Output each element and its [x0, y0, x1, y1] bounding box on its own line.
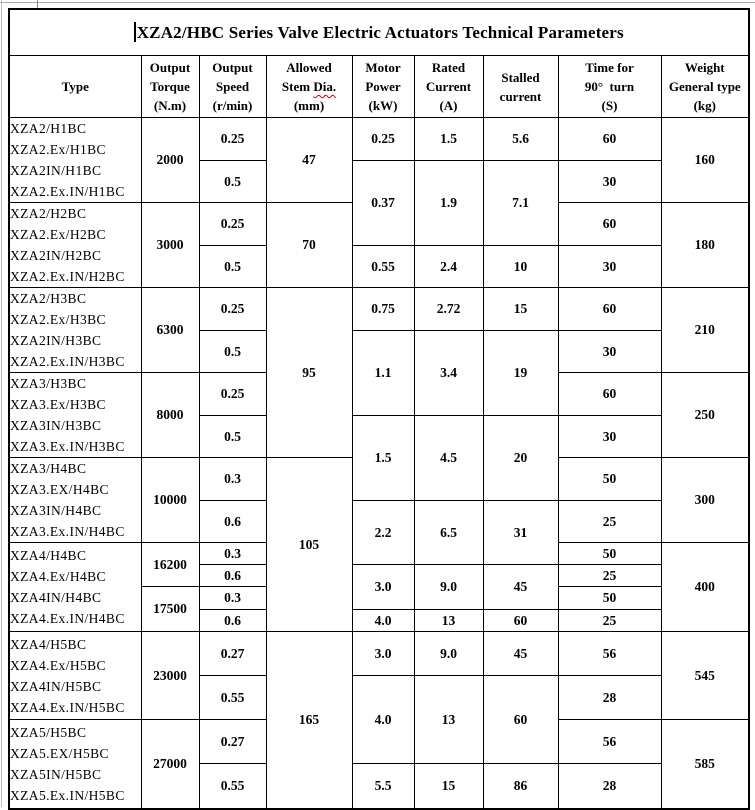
allowed-stem-dia-value: 105: [266, 458, 352, 632]
table-row: [9, 632, 749, 676]
type-name: XZA2.Ex.IN/H1BC: [10, 184, 125, 199]
stalled-current-value: 5.6: [483, 118, 558, 161]
stalled-current-value: 15: [483, 288, 558, 331]
header-line: Time for: [585, 60, 634, 75]
type-name: XZA4IN/H4BC: [10, 590, 102, 605]
type-cell: [9, 458, 141, 543]
type-name: XZA2/H3BC: [10, 291, 87, 306]
output-speed-value: 0.25: [199, 373, 266, 416]
header-line: (S): [601, 98, 618, 113]
motor-power-value: 3.0: [352, 632, 414, 676]
time-for-90-turn-value: 56: [558, 632, 661, 676]
header-line: Power: [365, 79, 401, 94]
header-row: [9, 56, 749, 118]
rated-current-value: 13: [414, 610, 483, 632]
time-for-90-turn-value: 25: [558, 501, 661, 543]
type-name: XZA3/H3BC: [10, 376, 87, 391]
allowed-stem-dia-value: 70: [266, 203, 352, 288]
misspelled-word: Dia.: [313, 79, 337, 94]
header-line: (A): [439, 98, 458, 113]
time-for-90-turn-value: 25: [558, 610, 661, 632]
output-speed-value: 0.3: [199, 543, 266, 565]
col-header-output-torque: [141, 56, 199, 118]
header-line: Current: [425, 79, 472, 94]
motor-power-value: 3.0: [352, 565, 414, 610]
header-line: (kW): [368, 98, 398, 113]
header-line: General type: [668, 79, 741, 94]
type-name: XZA2/H2BC: [10, 206, 87, 221]
time-for-90-turn-value: 50: [558, 587, 661, 610]
header-line: Stem Dia.: [281, 79, 337, 94]
type-name: XZA4/H5BC: [10, 636, 87, 652]
stalled-current-value: 60: [483, 610, 558, 632]
output-torque-value: 3000: [141, 203, 199, 288]
type-name: XZA3.Ex.IN/H4BC: [10, 524, 125, 539]
type-name: XZA5IN/H5BC: [10, 766, 102, 782]
type-name: XZA3.Ex.IN/H3BC: [10, 439, 125, 454]
header-line: Torque: [150, 79, 190, 94]
output-torque-value: 17500: [141, 587, 199, 632]
col-header-time-for-90-turn: [558, 56, 661, 118]
rated-current-value: 15: [414, 764, 483, 809]
type-name: XZA5.EX/H5BC: [10, 745, 109, 761]
header-line: Output: [149, 60, 191, 75]
output-torque-value: 23000: [141, 632, 199, 720]
rated-current-value: 2.72: [414, 288, 483, 331]
output-speed-value: 0.6: [199, 610, 266, 632]
output-speed-value: 0.55: [199, 764, 266, 809]
time-for-90-turn-value: 60: [558, 373, 661, 416]
motor-power-value: 4.0: [352, 610, 414, 632]
col-header-output-speed: [199, 56, 266, 118]
rated-current-value: 2.4: [414, 246, 483, 288]
output-speed-value: 0.27: [199, 720, 266, 764]
header-line: Rated: [431, 60, 466, 75]
time-for-90-turn-value: 30: [558, 161, 661, 203]
allowed-stem-dia-value: 47: [266, 118, 352, 203]
header-line: current: [499, 88, 542, 104]
allowed-stem-dia-value: 95: [266, 288, 352, 458]
col-header-type: [9, 56, 141, 118]
time-for-90-turn-value: 60: [558, 288, 661, 331]
title-row: [9, 9, 749, 56]
output-torque-value: 6300: [141, 288, 199, 373]
rated-current-value: 3.4: [414, 331, 483, 416]
stalled-current-value: 10: [483, 246, 558, 288]
type-name: XZA5/H5BC: [10, 724, 87, 740]
text-cursor: [134, 22, 136, 42]
output-speed-value: 0.5: [199, 246, 266, 288]
output-speed-value: 0.25: [199, 288, 266, 331]
type-name: XZA2/H1BC: [10, 121, 87, 136]
type-name: XZA2.Ex/H2BC: [10, 227, 106, 242]
type-cell: [9, 288, 141, 373]
motor-power-value: 0.25: [352, 118, 414, 161]
weight-general-type-value: 180: [661, 203, 749, 288]
header-line: Type: [61, 79, 89, 94]
time-for-90-turn-value: 25: [558, 565, 661, 587]
type-name: XZA3/H4BC: [10, 461, 87, 476]
stalled-current-value: 19: [483, 331, 558, 416]
output-speed-value: 0.3: [199, 587, 266, 610]
output-speed-value: 0.6: [199, 501, 266, 543]
col-header-motor-power: [352, 56, 414, 118]
stalled-current-value: 60: [483, 676, 558, 764]
header-line: Weight: [684, 60, 725, 75]
weight-general-type-value: 210: [661, 288, 749, 373]
type-name: XZA2.Ex/H3BC: [10, 312, 106, 327]
weight-general-type-value: 400: [661, 543, 749, 632]
rated-current-value: 1.9: [414, 161, 483, 246]
page-boundary-left-line: [1, 0, 2, 807]
output-speed-value: 0.25: [199, 203, 266, 246]
rated-current-value: 13: [414, 676, 483, 764]
stalled-current-value: 86: [483, 764, 558, 809]
page-boundary-top-line: [0, 2, 755, 3]
type-name: XZA2IN/H2BC: [10, 248, 102, 263]
header-line: 90° turn: [584, 79, 635, 94]
type-cell: [9, 118, 141, 203]
output-torque-value: 27000: [141, 720, 199, 809]
header-line: (kg): [693, 98, 716, 113]
technical-parameters-table: [8, 8, 750, 810]
time-for-90-turn-value: 60: [558, 203, 661, 246]
type-name: XZA2.Ex.IN/H2BC: [10, 269, 125, 284]
time-for-90-turn-value: 50: [558, 543, 661, 565]
rated-current-value: 9.0: [414, 565, 483, 610]
time-for-90-turn-value: 28: [558, 676, 661, 720]
header-line: Speed: [215, 79, 250, 94]
weight-general-type-value: 545: [661, 632, 749, 720]
output-speed-value: 0.5: [199, 161, 266, 203]
type-cell: [9, 373, 141, 458]
type-name: XZA2.Ex/H1BC: [10, 142, 106, 157]
time-for-90-turn-value: 56: [558, 720, 661, 764]
header-line: (r/min): [212, 98, 253, 113]
table-row: [9, 118, 749, 161]
time-for-90-turn-value: 30: [558, 416, 661, 458]
rated-current-value: 9.0: [414, 632, 483, 676]
stalled-current-value: 45: [483, 632, 558, 676]
type-name: XZA4/H4BC: [10, 548, 87, 563]
table-title: XZA2/HBC Series Valve Electric Actuators Technical Parameters: [136, 23, 624, 42]
weight-general-type-value: 300: [661, 458, 749, 543]
time-for-90-turn-value: 60: [558, 118, 661, 161]
stalled-current-value: 20: [483, 416, 558, 501]
rated-current-value: 1.5: [414, 118, 483, 161]
header-line: Motor: [365, 60, 401, 75]
col-header-rated-current: [414, 56, 483, 118]
time-for-90-turn-value: 30: [558, 246, 661, 288]
header-line: Allowed: [286, 60, 332, 75]
stalled-current-value: 7.1: [483, 161, 558, 246]
output-speed-value: 0.25: [199, 118, 266, 161]
rated-current-value: 4.5: [414, 416, 483, 501]
type-name: XZA2IN/H1BC: [10, 163, 102, 178]
weight-general-type-value: 585: [661, 720, 749, 809]
type-name: XZA2IN/H3BC: [10, 333, 102, 348]
type-cell: [9, 720, 141, 809]
header-line: (N.m): [153, 98, 187, 113]
output-torque-value: 2000: [141, 118, 199, 203]
output-speed-value: 0.3: [199, 458, 266, 501]
motor-power-value: 1.1: [352, 331, 414, 416]
motor-power-value: 4.0: [352, 676, 414, 764]
output-speed-value: 0.5: [199, 331, 266, 373]
type-name: XZA4IN/H5BC: [10, 678, 102, 694]
allowed-stem-dia-value: 165: [266, 632, 352, 809]
motor-power-value: 5.5: [352, 764, 414, 809]
header-line: Stalled: [501, 69, 540, 85]
time-for-90-turn-value: 50: [558, 458, 661, 501]
motor-power-value: 1.5: [352, 416, 414, 501]
type-name: XZA4.Ex.IN/H4BC: [10, 611, 125, 626]
col-header-stalled-current: [483, 56, 558, 118]
type-name: XZA2.Ex.IN/H3BC: [10, 354, 125, 369]
table-title-cell[interactable]: [9, 9, 749, 56]
type-name: XZA3IN/H3BC: [10, 418, 102, 433]
rated-current-value: 6.5: [414, 501, 483, 565]
motor-power-value: 0.55: [352, 246, 414, 288]
type-name: XZA3.Ex/H3BC: [10, 397, 106, 412]
motor-power-value: 0.75: [352, 288, 414, 331]
header-line: Output: [212, 60, 253, 75]
motor-power-value: 0.37: [352, 161, 414, 246]
type-name: XZA3.EX/H4BC: [10, 482, 109, 497]
output-torque-value: 10000: [141, 458, 199, 543]
weight-general-type-value: 250: [661, 373, 749, 458]
output-speed-value: 0.27: [199, 632, 266, 676]
type-cell: [9, 203, 141, 288]
output-speed-value: 0.5: [199, 416, 266, 458]
motor-power-value: 2.2: [352, 501, 414, 565]
type-cell: [9, 543, 141, 632]
table-row: [9, 288, 749, 331]
type-cell: [9, 632, 141, 720]
output-torque-value: 16200: [141, 543, 199, 587]
col-header-allowed-stem-dia: [266, 56, 352, 118]
type-name: XZA4.Ex/H4BC: [10, 569, 106, 584]
output-speed-value: 0.55: [199, 676, 266, 720]
type-name: XZA4.Ex.IN/H5BC: [10, 699, 125, 715]
type-name: XZA4.Ex/H5BC: [10, 657, 106, 673]
stalled-current-value: 31: [483, 501, 558, 565]
stalled-current-value: 45: [483, 565, 558, 610]
output-speed-value: 0.6: [199, 565, 266, 587]
time-for-90-turn-value: 30: [558, 331, 661, 373]
output-torque-value: 8000: [141, 373, 199, 458]
weight-general-type-value: 160: [661, 118, 749, 203]
type-name: XZA3IN/H4BC: [10, 503, 102, 518]
col-header-weight-general-type: [661, 56, 749, 118]
time-for-90-turn-value: 28: [558, 764, 661, 809]
type-name: XZA5.Ex.IN/H5BC: [10, 787, 125, 803]
header-line: (mm): [293, 98, 325, 113]
